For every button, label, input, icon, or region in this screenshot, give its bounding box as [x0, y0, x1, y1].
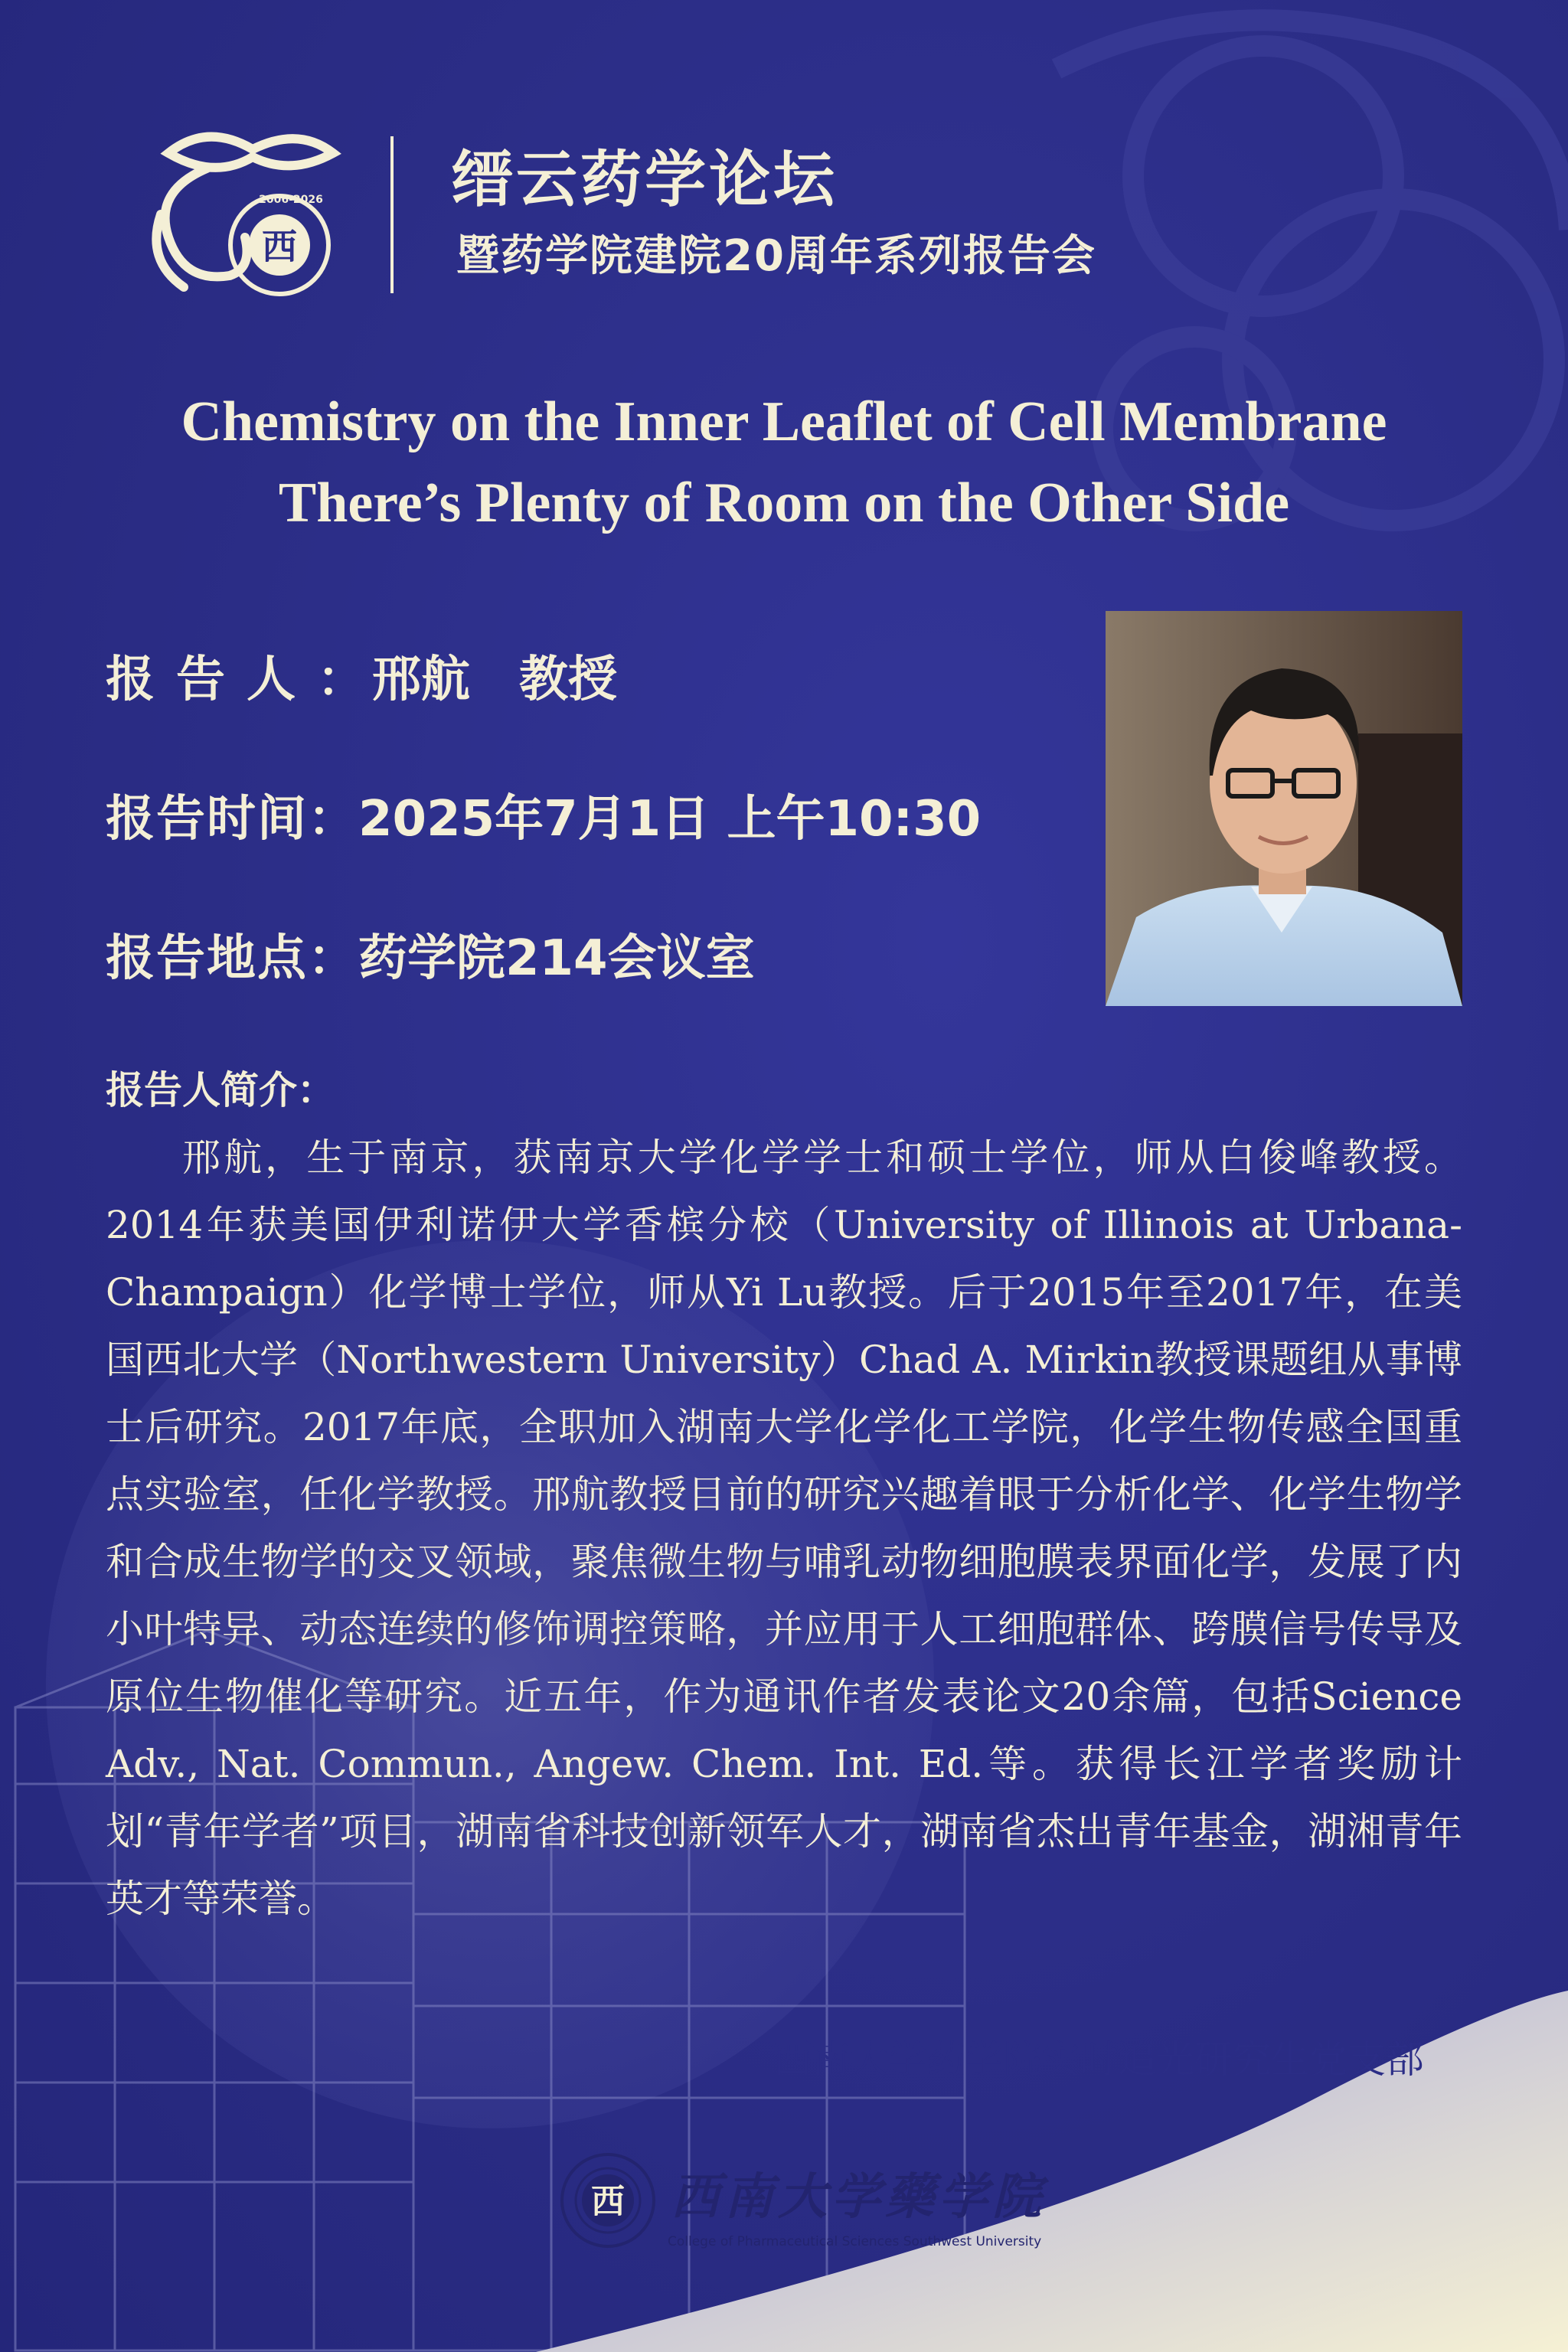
university-english-name: College of Pharmaceutical Sciences Southwest University: [668, 2234, 1042, 2249]
time-value: 2025年7月1日 上午10:30: [358, 791, 982, 848]
talk-title-line2: There’s Plenty of Room on the Other Side: [278, 472, 1290, 534]
header-divider: [390, 136, 394, 293]
time-row: [106, 779, 981, 850]
svg-text:西: 西: [262, 226, 297, 267]
university-seal-icon: [559, 2151, 657, 2249]
organizer-signature: 西南大学药学院实时追光研究生党支部: [773, 2037, 1424, 2082]
forum-title: 缙云药学论坛: [452, 144, 838, 215]
bio-label: 报告人简介：: [106, 1068, 335, 1112]
place-row: [106, 919, 755, 989]
time-label: 报告时间：: [106, 791, 358, 848]
anniversary-logo: [138, 122, 352, 306]
svg-text:2006-2026: 2006-2026: [259, 194, 323, 206]
speaker-label: 报告人：: [106, 652, 387, 708]
svg-text:西: 西: [591, 2182, 625, 2221]
forum-subtitle: 暨药学院建院20周年系列报告会: [456, 231, 1096, 281]
speaker-photo: [1106, 611, 1462, 1006]
talk-title: [0, 381, 1568, 544]
speaker-value: 邢航 教授: [372, 652, 617, 708]
bio-text: 邢航，生于南京，获南京大学化学学士和硕士学位，师从白俊峰教授。2014年获美国伊利诺伊大学香槟分校（University of Illinois at Urbana-Champaign）化学博士学位，师从Yi Lu教授。后于2015年至2017年，在美国西北大学（Northwestern University）Chad A. Mirkin教授课题组从事博士后研究。2017年底，全职加入湖南大学化学化工学院，化学生物传感全国重点实验室，任化学教授。邢航教授目前的研究兴趣着眼于分析化学、化学生物学和合成生物学的交叉领域，聚焦微生物与哺乳动物细胞膜表界面化学，发展了内小叶特异、动态连续的修饰调控策略，并应用于人工细胞群体、跨膜信号传导及原位生物催化等研究。近五年，作为通讯作者发表论文20余篇，包括Science Adv., Nat. Commun., Angew. Chem. Int. Ed.等。获得长江学者奖励计划“青年学者”项目，湖南省科技创新领军人才，湖南省杰出青年基金，湖湘青年英才等荣誉。: [106, 1135, 1462, 1921]
university-name: 西南大学藥学院: [671, 2168, 1046, 2226]
place-value: 药学院214会议室: [358, 930, 755, 987]
speaker-row: [106, 640, 617, 710]
place-label: 报告地点：: [106, 930, 358, 987]
talk-title-line1: Chemistry on the Inner Leaflet of Cell Membrane: [181, 390, 1387, 453]
